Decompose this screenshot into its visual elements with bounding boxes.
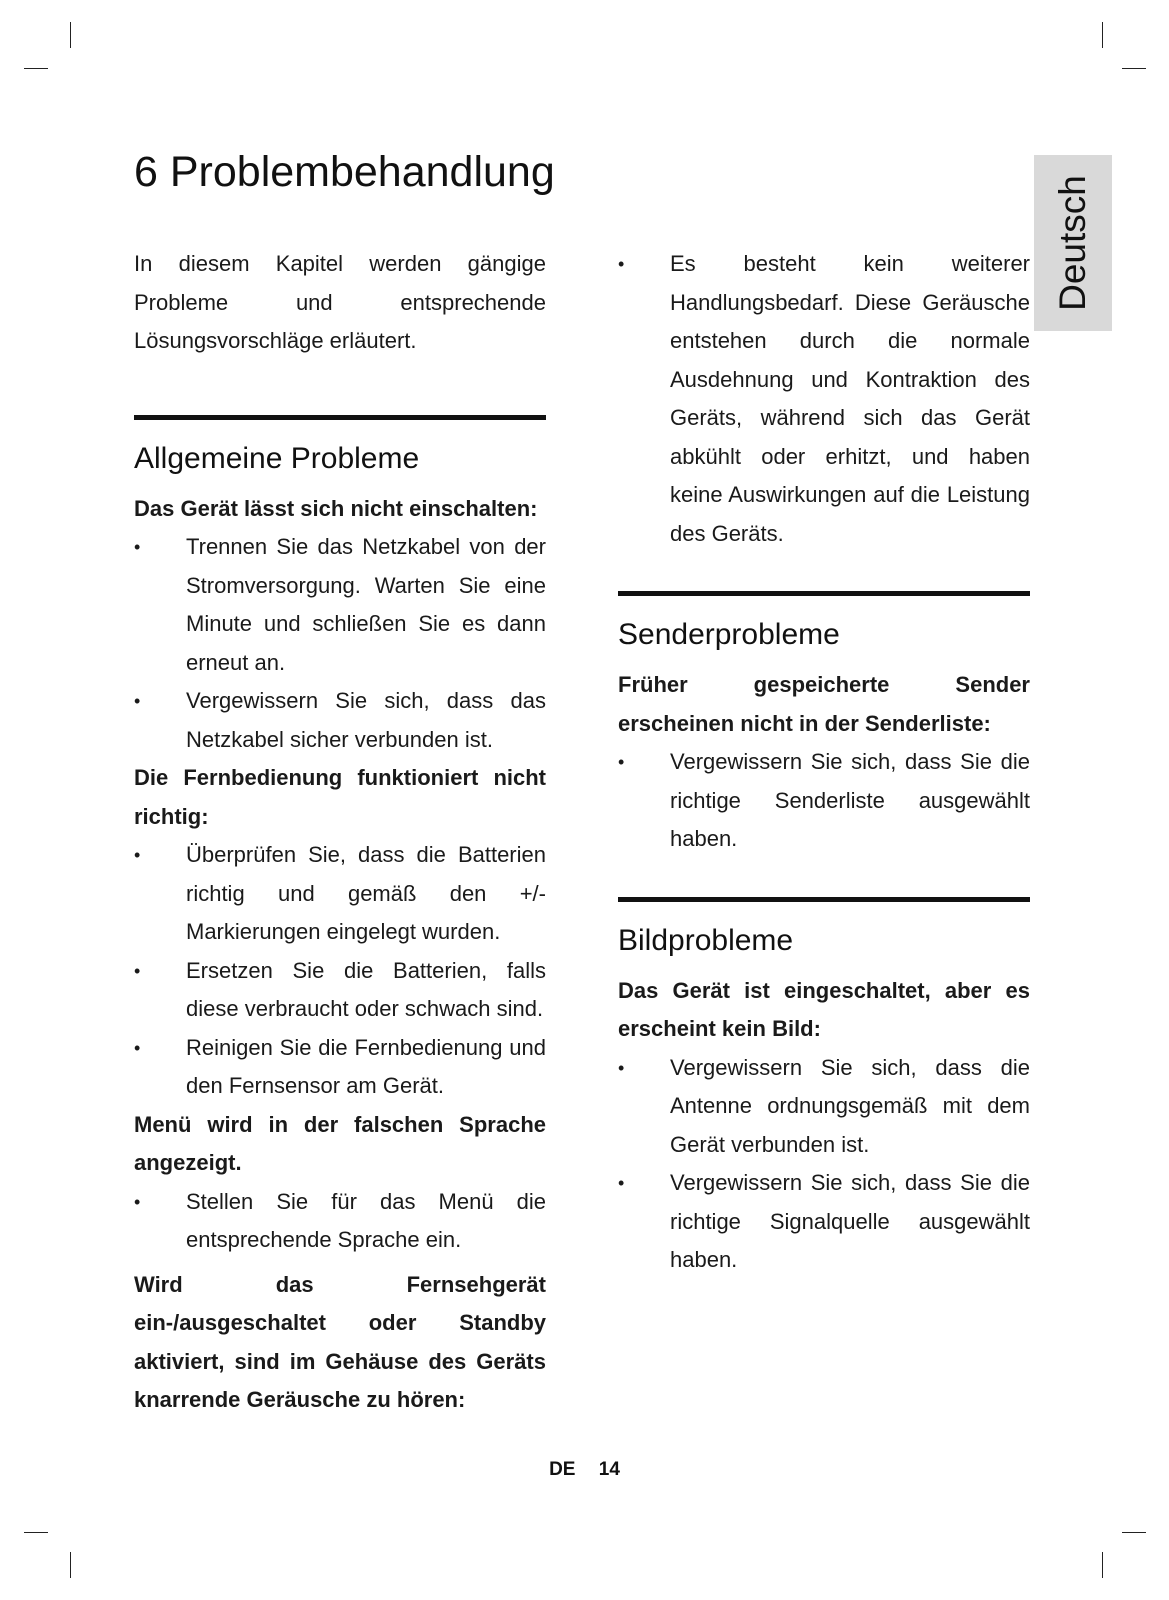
page-title: 6 Problembehandlung bbox=[134, 148, 555, 196]
problem-question: Das Gerät lässt sich nicht einschalten: bbox=[134, 495, 538, 521]
list-item: • Überprüfen Sie, dass die Batterien richtig und gemäß den +/- Markierungen eingelegt wurden. bbox=[134, 836, 546, 952]
section-heading-picture: Bildprobleme bbox=[618, 923, 794, 957]
solution-list bbox=[618, 245, 1030, 553]
left-column bbox=[134, 245, 546, 1420]
problem-question: Wird das Fernsehgerät ein-/ausgeschaltet oder Standby aktiviert, sind im Gehäuse des Geräts knarrende Geräusche zu hören: bbox=[134, 1271, 546, 1412]
section-heading-channels: Senderprobleme bbox=[618, 618, 840, 651]
crop-mark bbox=[1102, 22, 1103, 48]
crop-mark bbox=[70, 22, 71, 48]
list-item: • Reinigen Sie die Fernbedienung und den Fernsensor am Gerät. bbox=[134, 1029, 546, 1106]
page-footer bbox=[0, 1459, 1169, 1481]
footer-language: DE bbox=[549, 1459, 576, 1480]
crop-mark bbox=[1122, 68, 1146, 69]
list-item: • Vergewissern Sie sich, dass das Netzkabel sicher verbunden ist. bbox=[134, 682, 546, 759]
list-item: • Vergewissern Sie sich, dass Sie die richtige Senderliste ausgewählt haben. bbox=[618, 743, 1030, 859]
crop-mark bbox=[70, 1552, 71, 1578]
solution-list bbox=[618, 743, 1030, 859]
right-column bbox=[618, 245, 1030, 1280]
list-item: • Es besteht kein weiterer Handlungsbedarf. Diese Geräusche entstehen durch die normale Ausdehnung und Kontraktion des Geräts, während sich das Gerät abkühlt oder erhitzt, und haben keine Auswirkungen auf die Leistung des Geräts. bbox=[618, 245, 1030, 553]
section-heading-general: Allgemeine Probleme bbox=[134, 441, 420, 475]
list-item: • Trennen Sie das Netzkabel von der Stromversorgung. Warten Sie eine Minute und schließen Sie es dann erneut an. bbox=[134, 528, 546, 682]
crop-mark bbox=[24, 68, 48, 69]
solution-list bbox=[134, 1183, 546, 1260]
crop-mark bbox=[24, 1532, 48, 1533]
solution-list bbox=[134, 836, 546, 1106]
page-number: 14 bbox=[598, 1459, 620, 1480]
solution-list bbox=[618, 1049, 1030, 1280]
list-item: • Vergewissern Sie sich, dass die Antenne ordnungsgemäß mit dem Gerät verbunden ist. bbox=[618, 1049, 1030, 1165]
problem-question: Das Gerät ist eingeschaltet, aber es erscheint kein Bild: bbox=[618, 977, 1030, 1041]
crop-mark bbox=[1102, 1552, 1103, 1578]
list-item: • Ersetzen Sie die Batterien, falls diese verbraucht oder schwach sind. bbox=[134, 952, 546, 1029]
crop-mark bbox=[1122, 1532, 1146, 1533]
problem-question: Die Fernbedienung funktioniert nicht richtig: bbox=[134, 765, 546, 829]
language-tab bbox=[1034, 155, 1112, 331]
intro-text: In diesem Kapitel werden gängige Probleme und entsprechende Lösungsvorschläge erläutert. bbox=[134, 251, 546, 353]
list-item: • Stellen Sie für das Menü die entsprechende Sprache ein. bbox=[134, 1183, 546, 1260]
solution-list bbox=[134, 528, 546, 759]
list-item: • Vergewissern Sie sich, dass Sie die richtige Signalquelle ausgewählt haben. bbox=[618, 1164, 1030, 1280]
problem-question: Menü wird in der falschen Sprache angezeigt. bbox=[134, 1111, 546, 1175]
language-tab-label: Deutsch bbox=[1052, 175, 1093, 311]
problem-question: Früher gespeicherte Sender erscheinen nicht in der Senderliste: bbox=[618, 672, 1030, 736]
